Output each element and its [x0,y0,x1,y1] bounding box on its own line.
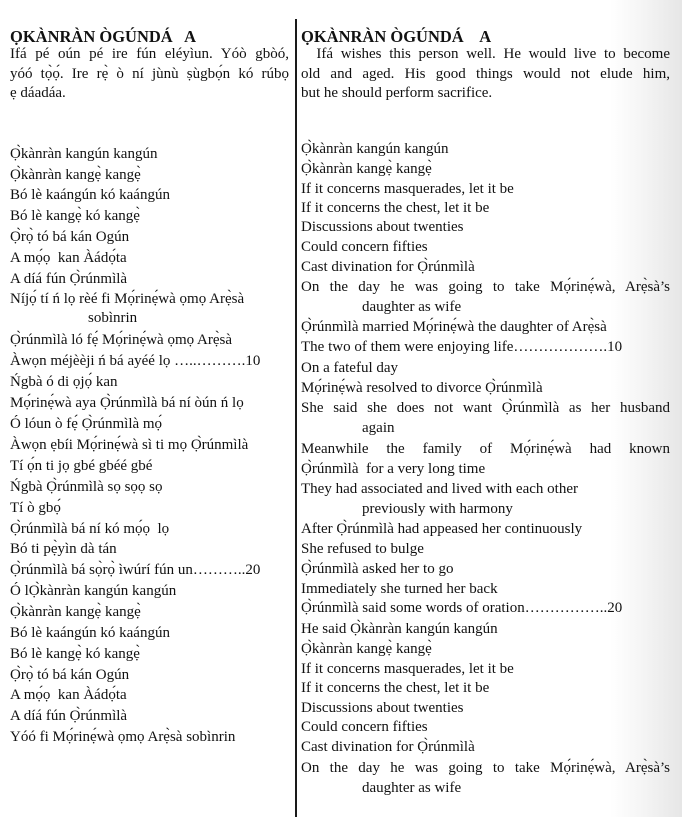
verse-line: Immediately she turned her back [301,581,498,597]
verse-line: On the day he was going to take Mọ́rinẹ́wà, Arẹ̀sà’s [301,760,670,776]
verse-line: She refused to bulge [301,541,424,557]
english-title: ỌKÀNRÀN ÒGÚNDÁ A [301,27,492,46]
verse-line: Ọ̀rọ̀ tó bá kán Ogún [10,229,130,245]
verse-line: Cast divination for Ọ̀rúnmìlà [301,739,475,755]
yoruba-intro-line: ẹ dáadáa. [10,85,66,101]
verse-line: Ọ̀kànràn kangẹ̀ kangẹ̀ [301,161,432,177]
yoruba-intro [10,45,289,104]
verse-line: Ọ̀kànràn kangẹ̀ kangẹ̀ [10,604,141,620]
verse-line: Ọ̀rúnmìlà said some words of oration……………..20 [301,600,623,616]
verse-line: Ọ̀rúnmìlà bá ní kó mọ́ọ lọ [10,521,170,537]
verse-line: Ọ̀kànràn kangẹ̀ kangẹ̀ [301,641,432,657]
english-intro-line: old and aged. His good things would not elude him, [301,65,670,82]
verse-line: Bó lè kaángún kó kaángún [10,625,170,641]
verse-line: A díá fún Ọ̀rúnmìlà [10,271,128,287]
verse-line: If it concerns the chest, let it be [301,200,490,216]
verse-line: Discussions about twenties [301,700,464,716]
verse-line: Tí ò gbọ́ [10,500,61,516]
verse-line: He said Ọ̀kànràn kangún kangún [301,621,498,637]
verse-line: Ọ̀rúnmìlà for a very long time [301,461,486,477]
yoruba-intro-line: Ifá pé oún pé ire fún eléyìun. Yóò gbòó, [10,46,289,62]
verse-line: Tí ọ́n ti jọ gbé gbéé gbé [10,458,153,474]
verse-line: If it concerns the chest, let it be [301,680,490,696]
verse-line: On a fateful day [301,360,399,376]
verse-line: Ọ̀kànràn kangẹ̀ kangẹ̀ [10,167,141,183]
verse-line: Níjọ́ tí ń lọ rèé fi Mọ́rinẹ́wà ọmọ Arẹ̀sà [10,291,245,307]
verse-line: Cast divination for Ọ̀rúnmìlà [301,259,475,275]
verse-line: Meanwhile the family of Mọ́rinẹ́wà had known [301,441,670,457]
english-intro-line: Ifá wishes this person well. He would live to become [301,46,670,62]
verse-line: Mọ́rinẹ́wà aya Ọ̀rúnmìlà bá ní òún ń lọ [10,395,244,411]
verse-line: Ọ̀rúnmìlà bá sọ̀rọ̀ ìwúrí fún un………..20 [10,562,261,578]
verse-line: If it concerns masquerades, let it be [301,181,514,197]
verse-line: Ọ̀kànràn kangún kangún [301,141,449,157]
yoruba-title: ỌKÀNRÀN ÒGÚNDÁ A [10,27,197,46]
verse-line: Ọ̀rọ̀ tó bá kán Ogún [10,667,130,683]
verse-line: Could concern fifties [301,719,428,735]
verse-line: Bó lè kangẹ̀ kó kangẹ̀ [10,208,140,224]
verse-line: Bó lè kaángún kó kaángún [10,187,170,203]
column-divider [295,19,297,817]
verse-line: Could concern fifties [301,239,428,255]
verse-line: Bó lè kangẹ̀ kó kangẹ̀ [10,646,140,662]
verse-line: Ọ̀rúnmìlà asked her to go [301,561,454,577]
yoruba-intro-line: yóó tọ̀ọ́. Ire rẹ̀ ò ní jùnù ṣùgbọ́n kó rúbọ [10,65,289,82]
verse-line: If it concerns masquerades, let it be [301,661,514,677]
verse-line: Ó lóun ò fẹ́ Ọ̀rúnmìlà mọ́ [10,416,163,432]
verse-line: Ńgbà ó di ọjọ́ kan [10,374,118,390]
verse-line: previously with harmony [362,501,513,517]
verse-line: A mọ́ọ kan Àádọ́ta [10,687,127,703]
verse-line: Bó ti pẹ̀yìn dà tán [10,541,117,557]
english-intro [301,45,670,104]
verse-line: A mọ́ọ kan Àádọ́ta [10,250,127,266]
verse-line: A díá fún Ọ̀rúnmìlà [10,708,128,724]
verse-line: Ọ̀kànràn kangún kangún [10,146,158,162]
english-intro-line: but he should perform sacrifice. [301,85,493,101]
verse-line: again [362,420,395,436]
verse-line: They had associated and lived with each other [301,481,578,497]
verse-line: Discussions about twenties [301,219,464,235]
verse-line: After Ọ̀rúnmìlà had appeased her continuously [301,521,583,537]
verse-line: Àwọn méjèèji ń bá ayéé lọ …..……….10 [10,353,261,369]
verse-line: She said she does not want Ọ̀rúnmìlà as her husband [301,400,670,416]
verse-line: daughter as wife [362,299,462,315]
verse-line: Ọ̀rúnmìlà ló fẹ́ Mọ́rinẹ́wà ọmọ Arẹ̀sà [10,332,233,348]
verse-line: The two of them were enjoying life……………….10 [301,339,623,355]
verse-line: Àwọn ẹbíi Mọ́rinẹ́wà sì ti mọ Ọ̀rúnmìlà [10,437,249,453]
verse-line: On the day he was going to take Mọ́rinẹ́wà, Arẹ̀sà’s [301,279,670,295]
verse-line: Mọ́rinẹ́wà resolved to divorce Ọ̀rúnmìlà [301,380,543,396]
verse-line: Ńgbà Ọ̀rúnmìlà sọ sọọ sọ [10,479,163,495]
verse-line: Ó lỌ̀kànràn kangún kangún [10,583,177,599]
verse-line: sobìnrin [88,310,138,326]
verse-line: Yóó fi Mọ́rinẹ́wà ọmọ Arẹ̀sà sobìnrin [10,729,236,745]
verse-line: Ọ̀rúnmìlà married Mọ́rinẹ́wà the daughter of Arẹ̀sà [301,319,607,335]
verse-line: daughter as wife [362,780,462,796]
